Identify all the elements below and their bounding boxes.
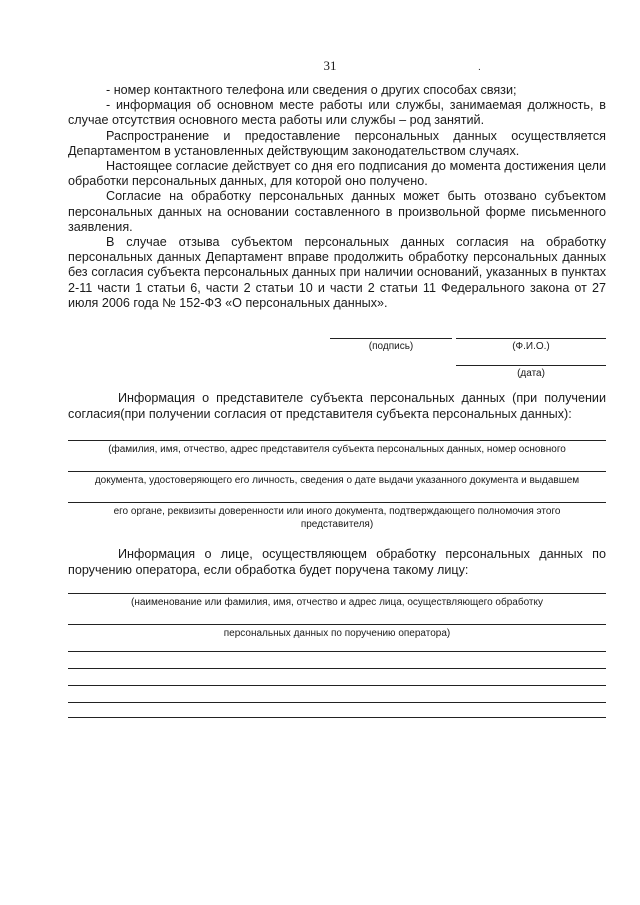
fio-caption: (Ф.И.О.)	[512, 341, 550, 352]
consent-body	[68, 83, 606, 311]
blank-line-1	[68, 651, 606, 652]
date-caption: (дата)	[517, 368, 545, 379]
blank-line-3	[68, 685, 606, 686]
paragraph-distribution: Распространение и предоставление персональных данных осуществляется Департаментом в установленных действующим законодательством случаях.	[68, 128, 606, 158]
blank-line-4	[68, 702, 606, 703]
blank-line-2	[68, 668, 606, 669]
date-line	[456, 365, 606, 366]
processor-caption-1: (наименование или фамилия, имя, отчество и адрес лица, осуществляющего обработку	[131, 597, 543, 608]
paragraph-work: - информация об основном месте работы или службы, занимаемая должность, в случае отсутствия основного места работы или службы – род занятий.	[68, 98, 606, 128]
paragraph-validity: Настоящее согласие действует со дня его подписания до момента достижения цели обработки персональных данных, для которой оно получено.	[68, 159, 606, 189]
paragraph-revocation-consequence: В случае отзыва субъектом персональных данных согласия на обработку персональных данных Департамент вправе продолжить обработку персональных данных без согласия субъекта персональных данных при наличии оснований, указанных в пунктах 2-11 части 1 статьи 6, части 2 статьи 10 и части 2 статьи 11 Федерального закона от 27 июля 2006 года № 152-ФЗ «О персональных данных».	[68, 235, 606, 310]
signature-caption: (подпись)	[368, 341, 414, 352]
processor-heading: Информация о лице, осуществляющем обработку персональных данных по поручению оператора, если обработка будет поручена такому лицу:	[68, 547, 606, 577]
representative-line-3	[68, 502, 606, 503]
representative-heading: Информация о представителе субъекта персональных данных (при получении согласия(при получении согласия от представителя субъекта персональных данных):	[68, 391, 606, 421]
representative-caption-2: документа, удостоверяющего его личность, сведения о дате выдачи указанного документа и выдавшем	[94, 475, 580, 486]
processor-line-1	[68, 593, 606, 594]
page-number: 31	[323, 58, 337, 73]
representative-line-2	[68, 471, 606, 472]
signature-line	[330, 338, 452, 339]
representative-line-1	[68, 440, 606, 441]
representative-caption-3: его органе, реквизиты доверенности или иного документа, подтверждающего полномочия этого	[113, 506, 561, 517]
paragraph-revocation: Согласие на обработку персональных данных может быть отозвано субъектом персональных данных на основании составленного в произвольной форме письменного заявления.	[68, 189, 606, 234]
fio-line	[456, 338, 606, 339]
processor-caption-2: персональных данных по поручению оператора)	[223, 628, 451, 639]
paragraph-phone: - номер контактного телефона или сведения о других способах связи;	[106, 83, 517, 97]
stray-mark: .	[478, 62, 481, 73]
processor-line-2	[68, 624, 606, 625]
representative-caption-1: (фамилия, имя, отчество, адрес представителя субъекта персональных данных, номер основного	[108, 444, 566, 455]
blank-line-5	[68, 717, 606, 718]
representative-caption-4: представителя)	[300, 519, 374, 530]
